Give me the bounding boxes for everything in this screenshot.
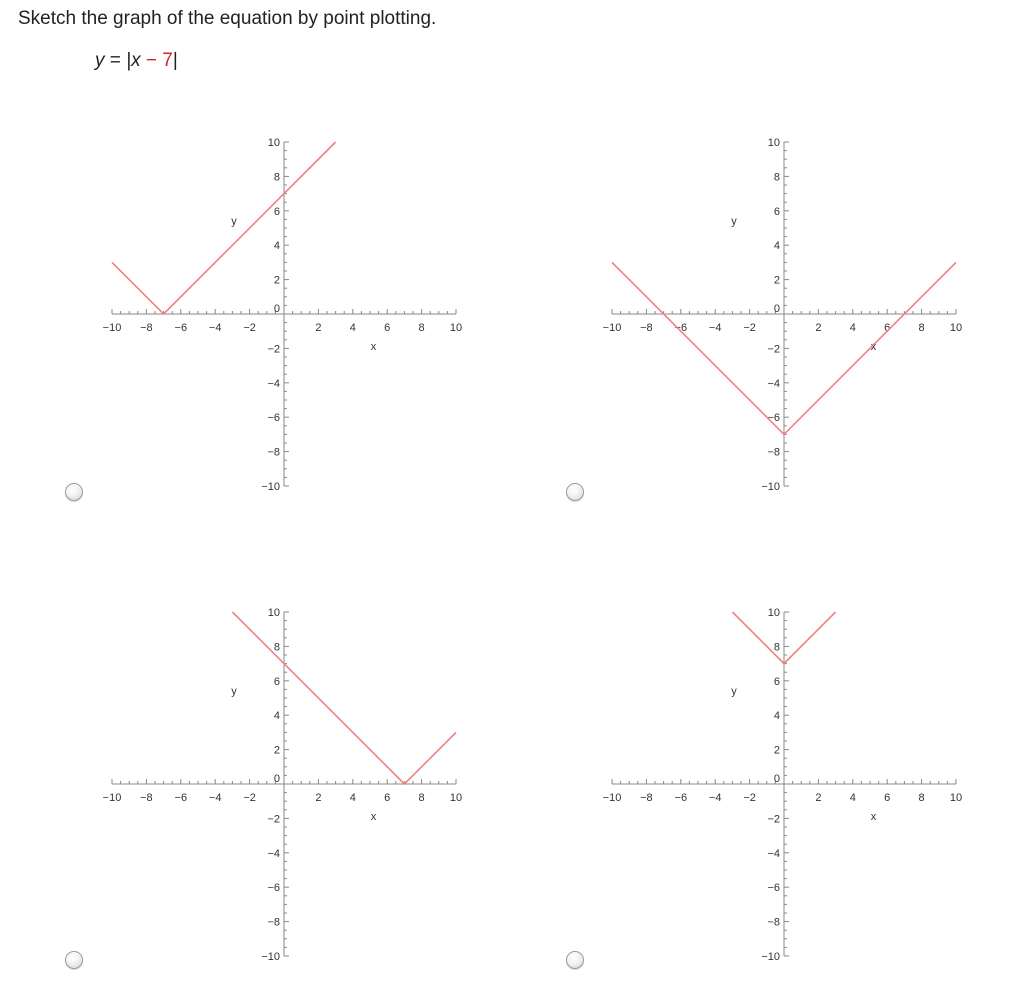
choice-d-graph <box>596 604 968 964</box>
y-tick-label: −8 <box>267 916 280 929</box>
origin-label: 0 <box>273 303 280 315</box>
y-tick-label: 10 <box>267 137 280 149</box>
y-tick-label: −8 <box>767 916 780 929</box>
y-tick-label: −8 <box>767 446 780 459</box>
x-tick-label: 2 <box>315 322 322 334</box>
origin-label: 0 <box>273 773 280 785</box>
x-tick-label: −8 <box>640 792 653 804</box>
y-tick-label: −2 <box>267 813 280 826</box>
x-tick-label: 6 <box>884 322 891 334</box>
y-tick-label: 2 <box>773 274 780 287</box>
x-tick-label: 4 <box>849 792 856 804</box>
x-tick-label: 8 <box>418 792 425 804</box>
y-tick-label: −10 <box>761 951 780 963</box>
x-axis-label: x <box>870 341 877 353</box>
y-tick-label: 6 <box>773 205 780 218</box>
equation-abs-open: |x <box>126 50 141 71</box>
y-tick-label: −4 <box>767 377 780 390</box>
y-tick-label: 4 <box>773 710 780 723</box>
x-tick-label: 4 <box>849 322 856 334</box>
choice-c-radio[interactable] <box>65 951 83 969</box>
y-tick-label: 4 <box>773 240 780 253</box>
x-tick-label: −8 <box>140 792 153 804</box>
y-tick-label: 2 <box>773 744 780 757</box>
y-tick-label: −10 <box>761 481 780 493</box>
y-tick-label: 10 <box>767 137 780 149</box>
y-tick-label: 6 <box>773 675 780 688</box>
x-tick-label: −6 <box>674 792 688 804</box>
y-tick-label: 4 <box>273 710 280 723</box>
x-tick-label: 6 <box>384 792 391 804</box>
x-tick-label: 10 <box>949 322 963 334</box>
y-tick-label: 8 <box>273 641 280 654</box>
x-tick-label: −4 <box>708 322 722 334</box>
x-tick-label: 10 <box>449 322 463 334</box>
choice-d-radio[interactable] <box>566 951 584 969</box>
y-tick-label: 4 <box>273 240 280 253</box>
y-tick-label: −6 <box>767 412 780 425</box>
x-tick-label: 4 <box>349 792 356 804</box>
y-tick-label: 8 <box>273 171 280 184</box>
x-tick-label: 8 <box>918 792 925 804</box>
y-tick-label: 8 <box>773 641 780 654</box>
x-tick-label: −4 <box>208 322 222 334</box>
choice-a-radio[interactable] <box>65 483 83 501</box>
y-tick-label: −6 <box>267 882 280 895</box>
x-tick-label: −10 <box>602 322 622 334</box>
x-tick-label: 6 <box>384 322 391 334</box>
choice-b-radio[interactable] <box>566 483 584 501</box>
y-tick-label: −2 <box>767 343 780 356</box>
equation-constant: − 7 <box>140 50 173 71</box>
x-tick-label: −4 <box>208 792 222 804</box>
y-tick-label: −4 <box>267 847 280 860</box>
y-tick-label: −6 <box>767 882 780 895</box>
y-tick-label: −6 <box>267 412 280 425</box>
equation-lhs: y <box>95 50 105 71</box>
y-tick-label: 6 <box>273 205 280 218</box>
y-tick-label: 10 <box>767 607 780 619</box>
graph-line <box>112 142 336 314</box>
equation-abs-close: | <box>172 50 178 71</box>
x-tick-label: −6 <box>174 322 188 334</box>
x-tick-label: −6 <box>674 322 688 334</box>
choice-a-graph <box>96 134 468 494</box>
y-tick-label: −2 <box>767 813 780 826</box>
y-tick-label: −10 <box>261 481 280 493</box>
x-tick-label: −8 <box>140 322 153 334</box>
x-tick-label: −10 <box>602 792 622 804</box>
origin-label: 0 <box>773 303 780 315</box>
graph-line <box>232 612 456 784</box>
x-tick-label: −4 <box>708 792 722 804</box>
x-tick-label: 8 <box>418 322 425 334</box>
x-tick-label: 2 <box>815 322 822 334</box>
y-tick-label: −10 <box>261 951 280 963</box>
x-tick-label: 8 <box>918 322 925 334</box>
x-tick-label: −8 <box>640 322 653 334</box>
equation <box>95 50 178 72</box>
origin-label: 0 <box>773 773 780 785</box>
y-axis-label: y <box>231 215 237 228</box>
x-tick-label: −2 <box>743 792 756 804</box>
x-tick-label: −10 <box>102 792 122 804</box>
x-tick-label: 4 <box>349 322 356 334</box>
x-tick-label: 10 <box>449 792 463 804</box>
x-axis-label: x <box>370 811 377 823</box>
choice-c-graph <box>96 604 468 964</box>
equation-equals: = <box>104 50 127 71</box>
x-tick-label: −2 <box>243 792 256 804</box>
y-tick-label: 8 <box>773 171 780 184</box>
y-axis-label: y <box>731 685 737 698</box>
x-axis-label: x <box>870 811 877 823</box>
y-tick-label: 2 <box>273 274 280 287</box>
question-prompt: Sketch the graph of the equation by point plotting. <box>18 8 437 29</box>
x-tick-label: 2 <box>315 792 322 804</box>
y-tick-label: −4 <box>267 377 280 390</box>
y-tick-label: −2 <box>267 343 280 356</box>
x-tick-label: −6 <box>174 792 188 804</box>
x-tick-label: −2 <box>243 322 256 334</box>
choice-b-graph <box>596 134 968 494</box>
x-tick-label: −10 <box>102 322 122 334</box>
x-tick-label: 6 <box>884 792 891 804</box>
x-tick-label: 10 <box>949 792 963 804</box>
y-tick-label: −4 <box>767 847 780 860</box>
y-tick-label: 2 <box>273 744 280 757</box>
x-tick-label: −2 <box>743 322 756 334</box>
y-axis-label: y <box>231 685 237 698</box>
y-tick-label: 10 <box>267 607 280 619</box>
y-tick-label: −8 <box>267 446 280 459</box>
x-tick-label: 2 <box>815 792 822 804</box>
x-axis-label: x <box>370 341 377 353</box>
y-tick-label: 6 <box>273 675 280 688</box>
y-axis-label: y <box>731 215 737 228</box>
